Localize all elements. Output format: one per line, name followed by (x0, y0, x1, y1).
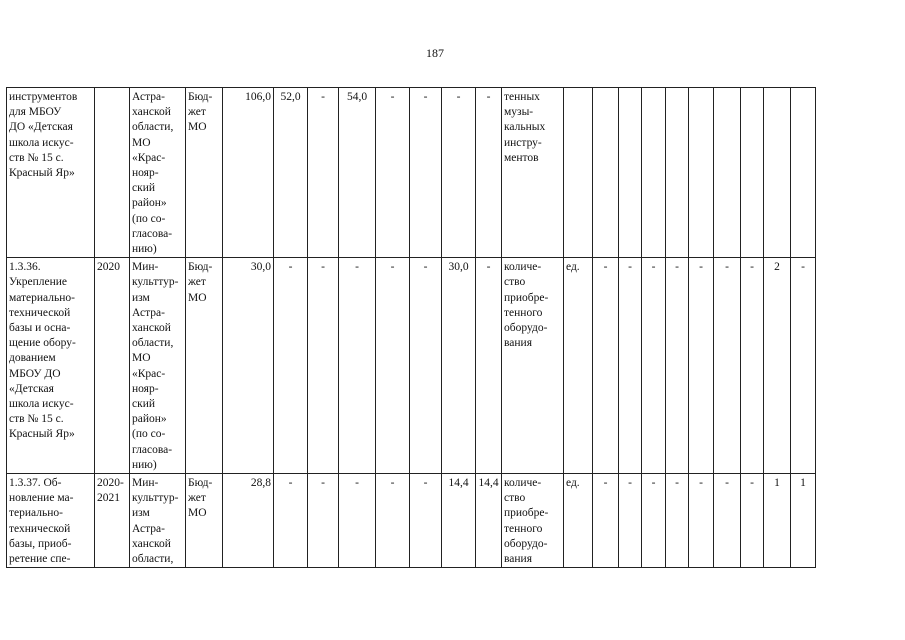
cell-ind-8 (764, 88, 791, 258)
cell-measure-name: 1.3.37. Об- новление ма- териально- технической базы, приоб- ретение спе- (7, 474, 95, 568)
cell-year-5: - (410, 474, 442, 568)
cell-year-4: - (376, 258, 410, 474)
table-row (7, 474, 816, 568)
program-table (6, 87, 816, 568)
cell-ind-4: - (666, 474, 689, 568)
cell-ind-2: - (619, 474, 642, 568)
cell-executor: Астра- ханской области, МО «Крас- нояр- ский район» (по со- гласова- нию) (130, 88, 186, 258)
cell-ind-9: 1 (791, 474, 816, 568)
cell-indicator-name: количе- ство приобре- тенного оборудо- вания (502, 258, 564, 474)
cell-indicator-name: тенных музы- кальных инстру- ментов (502, 88, 564, 258)
cell-ind-4 (666, 88, 689, 258)
cell-year-4: - (376, 88, 410, 258)
cell-ind-3: - (642, 474, 666, 568)
cell-year-3: 54,0 (339, 88, 376, 258)
cell-ind-5: - (689, 474, 714, 568)
cell-period: 2020- 2021 (95, 474, 130, 568)
cell-ind-1: - (593, 474, 619, 568)
cell-ind-3 (642, 88, 666, 258)
cell-year-7: - (476, 258, 502, 474)
cell-ind-1: - (593, 258, 619, 474)
cell-period (95, 88, 130, 258)
cell-ind-1 (593, 88, 619, 258)
cell-year-3: - (339, 258, 376, 474)
cell-year-2: - (308, 474, 339, 568)
cell-year-1: - (274, 258, 308, 474)
cell-ind-5 (689, 88, 714, 258)
cell-year-7: 14,4 (476, 474, 502, 568)
cell-year-2: - (308, 88, 339, 258)
cell-ind-6: - (714, 474, 741, 568)
cell-measure-name: инструментов для МБОУ ДО «Детская школа искус- ств № 15 с. Красный Яр» (7, 88, 95, 258)
cell-ind-6: - (714, 258, 741, 474)
cell-unit: ед. (564, 258, 593, 474)
cell-year-5: - (410, 258, 442, 474)
cell-unit: ед. (564, 474, 593, 568)
cell-year-6: - (442, 88, 476, 258)
cell-funding-source: Бюд- жет МО (186, 88, 223, 258)
cell-ind-7 (741, 88, 764, 258)
cell-total-amount: 30,0 (223, 258, 274, 474)
cell-year-1: 52,0 (274, 88, 308, 258)
cell-year-1: - (274, 474, 308, 568)
cell-measure-name: 1.3.36. Укрепление материально- технической базы и осна- щение обору- дованием МБОУ ДО «Детская школа искус- ств № 15 с. Красный Яр» (7, 258, 95, 474)
cell-ind-5: - (689, 258, 714, 474)
cell-ind-8: 2 (764, 258, 791, 474)
cell-year-6: 30,0 (442, 258, 476, 474)
cell-executor: Мин- культтур- изм Астра- ханской области, МО «Крас- нояр- ский район» (по со- гласова- нию) (130, 258, 186, 474)
cell-ind-4: - (666, 258, 689, 474)
cell-funding-source: Бюд- жет МО (186, 258, 223, 474)
cell-year-6: 14,4 (442, 474, 476, 568)
cell-ind-9 (791, 88, 816, 258)
cell-year-7: - (476, 88, 502, 258)
cell-year-4: - (376, 474, 410, 568)
cell-ind-8: 1 (764, 474, 791, 568)
page-number: 187 (426, 46, 444, 60)
cell-ind-2 (619, 88, 642, 258)
cell-ind-7: - (741, 474, 764, 568)
cell-indicator-name: количе- ство приобре- тенного оборудо- вания (502, 474, 564, 568)
cell-unit (564, 88, 593, 258)
cell-ind-2: - (619, 258, 642, 474)
cell-period: 2020 (95, 258, 130, 474)
cell-total-amount: 28,8 (223, 474, 274, 568)
table-row (7, 88, 816, 258)
cell-total-amount: 106,0 (223, 88, 274, 258)
cell-year-5: - (410, 88, 442, 258)
cell-executor: Мин- культтур- изм Астра- ханской области, (130, 474, 186, 568)
cell-year-3: - (339, 474, 376, 568)
cell-ind-9: - (791, 258, 816, 474)
cell-year-2: - (308, 258, 339, 474)
table-row (7, 258, 816, 474)
cell-ind-7: - (741, 258, 764, 474)
cell-funding-source: Бюд- жет МО (186, 474, 223, 568)
cell-ind-3: - (642, 258, 666, 474)
cell-ind-6 (714, 88, 741, 258)
